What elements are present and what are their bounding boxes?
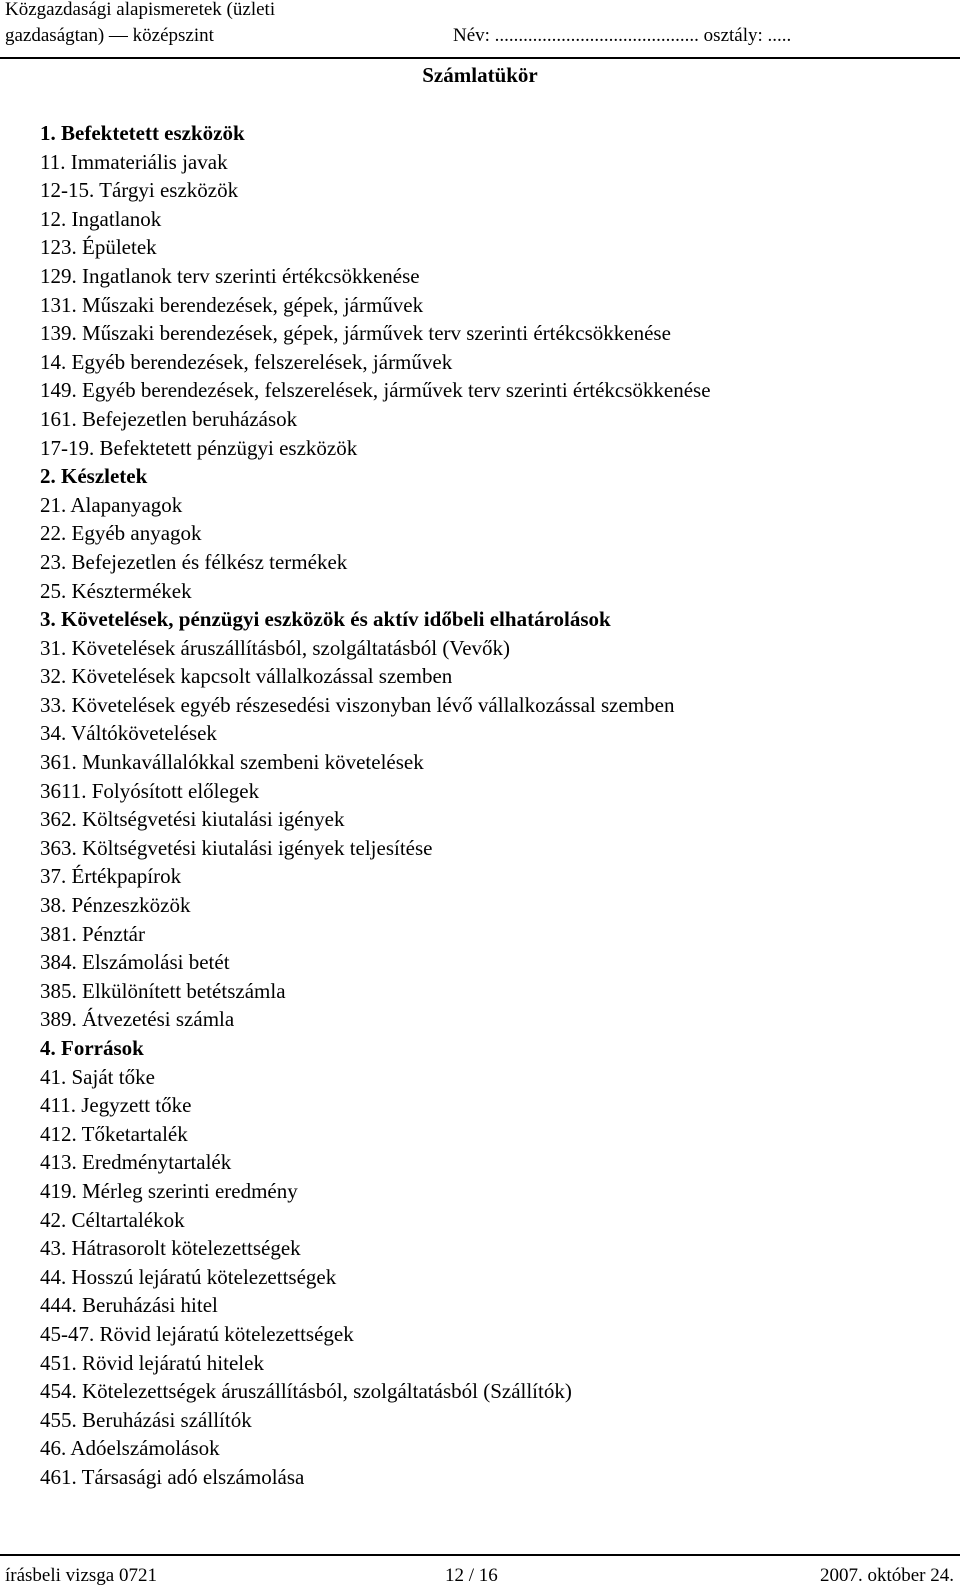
account-group-heading: 2. Készletek [40, 464, 148, 489]
page-footer [0, 1564, 960, 1588]
account-item: 14. Egyéb berendezések, felszerelések, járművek [40, 349, 453, 374]
account-item: 362. Költségvetési kiutalási igények [40, 807, 345, 832]
account-item: 21. Alapanyagok [40, 492, 183, 517]
account-item: 32. Követelések kapcsolt vállalkozással szemben [40, 664, 453, 689]
account-item: 363. Költségvetési kiutalási igények teljesítése [40, 835, 433, 860]
account-item: 123. Épületek [40, 235, 157, 260]
account-item: 23. Befejezetlen és félkész termékek [40, 549, 348, 574]
account-group-heading: 3. Követelések, pénzügyi eszközök és aktív időbeli elhatárolások [40, 607, 611, 632]
account-group-heading: 4. Források [40, 1036, 144, 1060]
account-item: 45-47. Rövid lejáratú kötelezettségek [40, 1321, 354, 1346]
account-item: 454. Kötelezettségek áruszállításból, szolgáltatásból (Szállítók) [40, 1379, 572, 1404]
account-item: 385. Elkülönített betétszámla [40, 978, 286, 1003]
document-title: Számlatükör [422, 63, 538, 87]
subject-line-1: Közgazdasági alapismeretek (üzleti [5, 0, 276, 20]
account-item: 34. Váltókövetelések [40, 721, 217, 746]
account-item: 22. Egyéb anyagok [40, 521, 202, 546]
account-item: 41. Saját tőke [40, 1064, 155, 1089]
account-item: 412. Tőketartalék [40, 1121, 188, 1146]
footer-divider [0, 1554, 960, 1556]
account-item: 31. Követelések áruszállításból, szolgáltatásból (Vevők) [40, 635, 511, 660]
account-item: 419. Mérleg szerinti eredmény [40, 1178, 298, 1203]
name-class-field: Név: ........................................... osztály: ..... [453, 25, 792, 46]
account-item: 131. Műszaki berendezések, gépek, járművek [40, 292, 424, 317]
exam-code: írásbeli vizsga 0721 [5, 1565, 157, 1586]
account-item: 161. Befejezetlen beruházások [40, 406, 298, 431]
exam-date: 2007. október 24. [819, 1565, 954, 1586]
account-item: 129. Ingatlanok terv szerinti értékcsökkenése [40, 263, 420, 288]
account-item: 389. Átvezetési számla [40, 1007, 235, 1032]
account-item: 25. Késztermékek [40, 578, 192, 603]
account-item: 149. Egyéb berendezések, felszerelések, járművek terv szerinti értékcsökkenése [40, 378, 711, 403]
account-item: 43. Hátrasorolt kötelezettségek [40, 1236, 301, 1261]
page-header [0, 0, 960, 62]
account-item: 42. Céltartalékok [40, 1207, 185, 1232]
subject-line-2: gazdaságtan) — középszint [5, 25, 214, 46]
page-number: 12 / 16 [445, 1565, 498, 1586]
account-item: 33. Követelések egyéb részesedési viszonyban lévő vállalkozással szemben [40, 692, 675, 717]
account-item: 12-15. Tárgyi eszközök [40, 178, 239, 203]
account-item: 139. Műszaki berendezések, gépek, járművek terv szerinti értékcsökkenése [40, 321, 671, 346]
account-item: 38. Pénzeszközök [40, 893, 191, 918]
account-item: 381. Pénztár [40, 921, 145, 946]
account-item: 413. Eredménytartalék [40, 1150, 232, 1175]
account-item: 461. Társasági adó elszámolása [40, 1464, 305, 1489]
account-item: 46. Adóelszámolások [40, 1436, 220, 1461]
account-item: 411. Jegyzett tőke [40, 1093, 192, 1118]
account-item: 17-19. Befektetett pénzügyi eszközök [40, 435, 358, 460]
account-list [40, 119, 940, 1492]
header-divider [0, 57, 960, 59]
account-item: 3611. Folyósított előlegek [40, 778, 260, 803]
account-item: 11. Immateriális javak [40, 149, 228, 174]
account-item: 361. Munkavállalókkal szembeni követelések [40, 750, 424, 775]
account-item: 37. Értékpapírok [40, 864, 182, 889]
account-item: 44. Hosszú lejáratú kötelezettségek [40, 1264, 337, 1289]
account-item: 12. Ingatlanok [40, 206, 162, 231]
account-item: 455. Beruházási szállítók [40, 1407, 252, 1432]
account-item: 444. Beruházási hitel [40, 1293, 218, 1318]
account-group-heading: 1. Befektetett eszközök [40, 121, 245, 145]
account-item: 451. Rövid lejáratú hitelek [40, 1350, 264, 1375]
account-item: 384. Elszámolási betét [40, 950, 230, 975]
